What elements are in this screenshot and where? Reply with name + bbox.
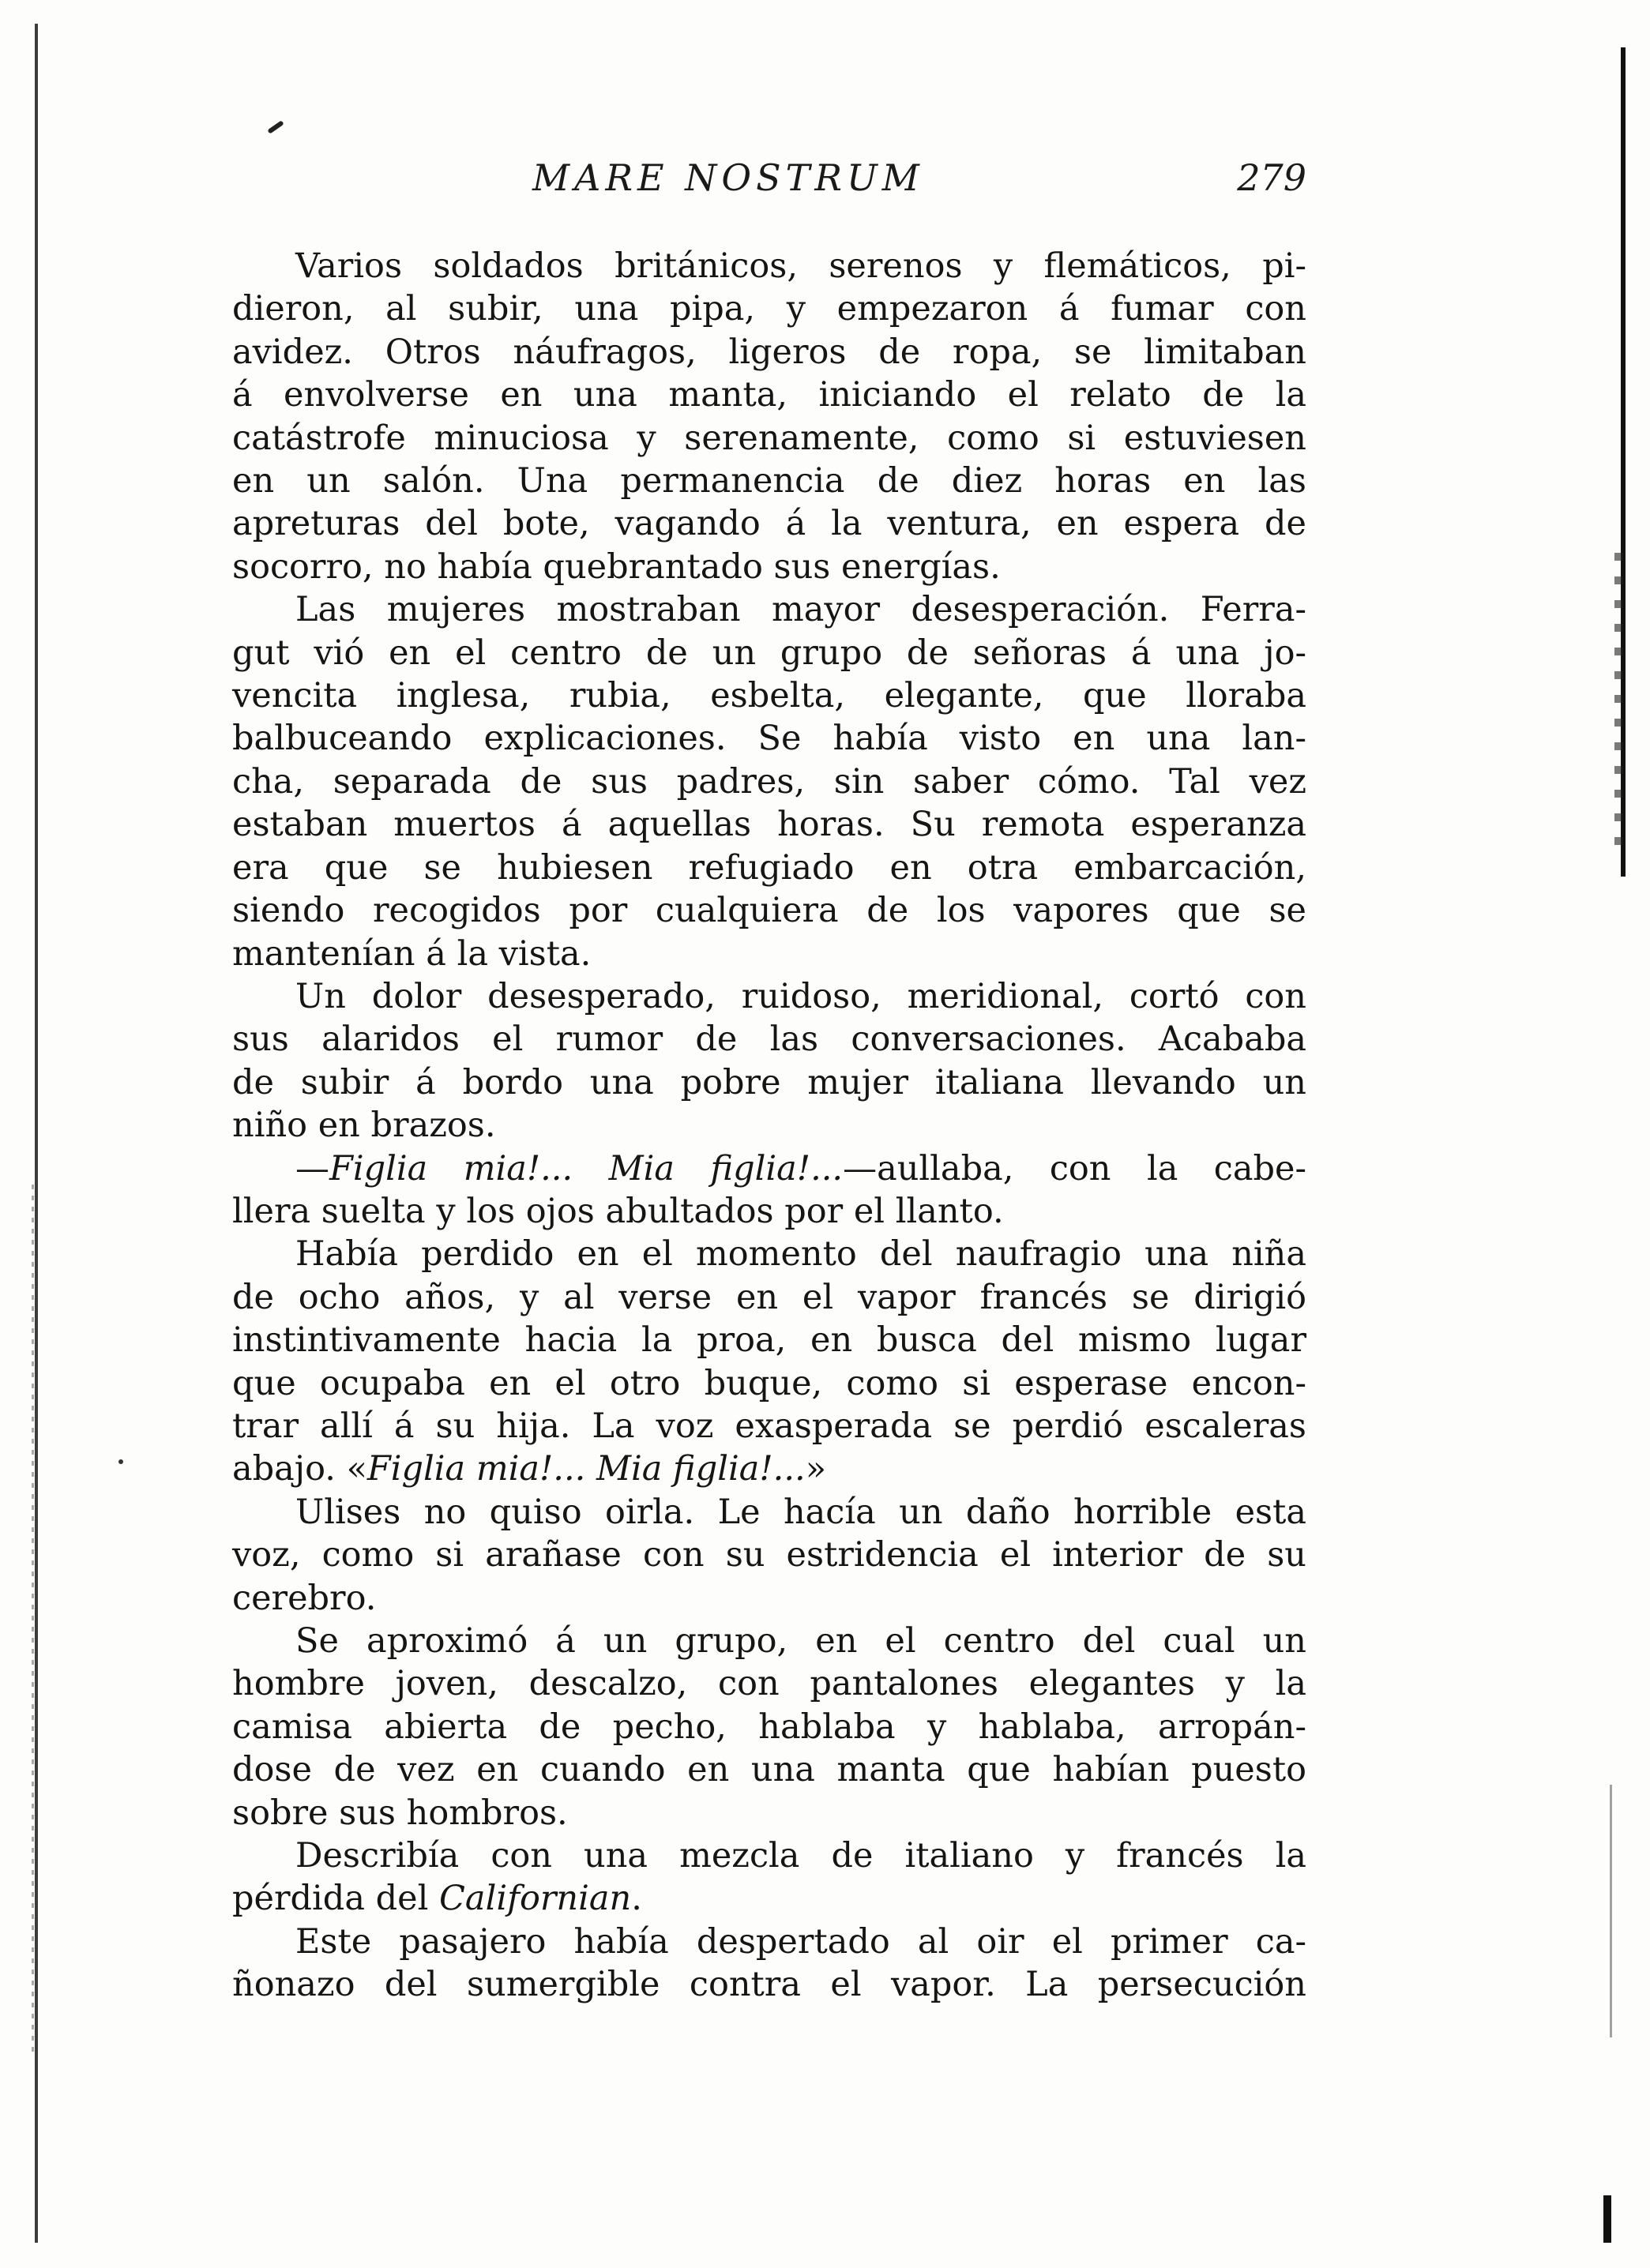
text-run: siendo recogidos por cualquiera de los vapores que se bbox=[232, 891, 1306, 931]
text-line bbox=[232, 717, 1306, 760]
text-run: que ocupaba en el otro buque, como si esperase encon- bbox=[232, 1363, 1306, 1403]
text-line bbox=[232, 1147, 1306, 1190]
text-line bbox=[232, 1534, 1306, 1576]
text-line bbox=[232, 502, 1306, 545]
scan-edge-left-faint bbox=[32, 1185, 34, 2053]
text-run: pérdida del bbox=[232, 1879, 440, 1919]
text-run: sobre sus hombros. bbox=[232, 1793, 568, 1833]
text-line bbox=[232, 1662, 1306, 1705]
text-run: avidez. Otros náufragos, ligeros de ropa, se limitaban bbox=[232, 332, 1306, 372]
text-line bbox=[232, 546, 1306, 588]
text-line bbox=[232, 417, 1306, 460]
text-line bbox=[232, 1018, 1306, 1061]
text-line bbox=[232, 460, 1306, 502]
text-line bbox=[232, 1877, 1306, 1920]
text-run: dieron, al subir, una pipa, y empezaron á fumar con bbox=[232, 289, 1306, 329]
italic-text: Californian bbox=[439, 1879, 632, 1919]
text-run: apreturas del bote, vagando á la ventura, en espera de bbox=[232, 504, 1306, 544]
text-line bbox=[232, 374, 1306, 416]
page-number: 279 bbox=[1237, 156, 1306, 199]
text-line bbox=[232, 1748, 1306, 1791]
scan-edge-right-bottom bbox=[1603, 2195, 1611, 2243]
text-run: Varios soldados británicos, serenos y flemáticos, pi- bbox=[295, 246, 1306, 286]
text-run: Este pasajero había despertado al oir el primer ca- bbox=[295, 1921, 1306, 1962]
italic-text: Figlia mia!... Mia figlia!... bbox=[366, 1449, 806, 1489]
text-run: abajo. « bbox=[232, 1449, 367, 1489]
text-run: á envolverse en una manta, iniciando el relato de la bbox=[232, 375, 1306, 415]
text-line bbox=[232, 975, 1306, 1018]
text-line bbox=[232, 1190, 1306, 1233]
text-line bbox=[232, 1233, 1306, 1275]
text-line bbox=[232, 674, 1306, 717]
text-run: Ulises no quiso oirla. Le hacía un daño horrible esta bbox=[295, 1492, 1306, 1532]
text-line bbox=[232, 1706, 1306, 1748]
text-run: Se aproximó á un grupo, en el centro del cual un bbox=[295, 1621, 1306, 1661]
text-line bbox=[232, 1276, 1306, 1319]
text-run: balbuceando explicaciones. Se había visto en una lan- bbox=[232, 719, 1306, 759]
text-run: Las mujeres mostraban mayor desesperación. Ferra- bbox=[295, 590, 1306, 630]
text-run: Un dolor desesperado, ruidoso, meridional, cortó con bbox=[295, 976, 1306, 1016]
text-line bbox=[232, 1061, 1306, 1104]
text-run: en un salón. Una permanencia de diez horas en las bbox=[232, 461, 1306, 501]
text-run: vencita inglesa, rubia, esbelta, elegante, que lloraba bbox=[232, 676, 1306, 716]
text-run: catástrofe minuciosa y serenamente, como si estuviesen bbox=[232, 418, 1306, 458]
text-run: instintivamente hacia la proa, en busca del mismo lugar bbox=[232, 1320, 1306, 1361]
scan-edge-right-low bbox=[1610, 1785, 1612, 2037]
text-run: Había perdido en el momento del naufragio una niña bbox=[295, 1234, 1306, 1275]
text-run: cerebro. bbox=[232, 1578, 377, 1618]
text-line bbox=[232, 1319, 1306, 1361]
text-line bbox=[232, 1834, 1306, 1877]
text-run: mantenían á la vista. bbox=[232, 933, 592, 974]
scan-edge-right-marks bbox=[1614, 553, 1622, 853]
text-run: Describía con una mezcla de italiano y francés la bbox=[295, 1836, 1306, 1876]
page-header bbox=[232, 156, 1306, 220]
ink-mark bbox=[267, 120, 284, 134]
text-run: gut vió en el centro de un grupo de señoras á una jo- bbox=[232, 633, 1306, 673]
text-line bbox=[232, 933, 1306, 975]
text-line bbox=[232, 632, 1306, 674]
text-run: —aullaba, con la cabe- bbox=[843, 1148, 1306, 1188]
text-line bbox=[232, 1362, 1306, 1405]
text-run: sus alaridos el rumor de las conversaciones. Acababa bbox=[232, 1019, 1306, 1060]
text-line bbox=[232, 287, 1306, 330]
text-line bbox=[232, 1577, 1306, 1620]
text-run: ñonazo del sumergible contra el vapor. La persecución bbox=[232, 1965, 1306, 2005]
text-run: estaban muertos á aquellas horas. Su remota esperanza bbox=[232, 805, 1306, 845]
text-run: socorro, no había quebrantado sus energías. bbox=[232, 546, 1001, 587]
text-line bbox=[232, 1491, 1306, 1534]
text-run: — bbox=[295, 1148, 329, 1188]
text-line bbox=[232, 1405, 1306, 1448]
text-line bbox=[232, 847, 1306, 889]
text-line bbox=[232, 245, 1306, 287]
text-run: niño en brazos. bbox=[232, 1106, 496, 1146]
text-run: era que se hubiesen refugiado en otra embarcación, bbox=[232, 847, 1306, 888]
ink-dot bbox=[118, 1459, 123, 1464]
text-run: hombre joven, descalzo, con pantalones elegantes y la bbox=[232, 1664, 1306, 1704]
text-line bbox=[232, 1448, 1306, 1490]
text-line bbox=[232, 331, 1306, 374]
running-title: MARE NOSTRUM bbox=[532, 156, 924, 199]
body-text bbox=[232, 245, 1306, 2007]
text-line bbox=[232, 1921, 1306, 1963]
italic-text: Figlia mia!... Mia figlia!... bbox=[329, 1148, 844, 1188]
text-run: llera suelta y los ojos abultados por el llanto. bbox=[232, 1191, 1004, 1231]
text-line bbox=[232, 588, 1306, 631]
text-run: trar allí á su hija. La voz exasperada se perdió escaleras bbox=[232, 1406, 1306, 1446]
text-line bbox=[232, 1104, 1306, 1147]
text-line bbox=[232, 760, 1306, 803]
text-line bbox=[232, 1792, 1306, 1834]
text-run: camisa abierta de pecho, hablaba y hablaba, arropán- bbox=[232, 1707, 1306, 1747]
text-run: cha, separada de sus padres, sin saber cómo. Tal vez bbox=[232, 761, 1306, 802]
text-line bbox=[232, 889, 1306, 932]
text-run: de ocho años, y al verse en el vapor francés se dirigió bbox=[232, 1277, 1306, 1317]
text-line bbox=[232, 803, 1306, 846]
text-line bbox=[232, 1620, 1306, 1662]
text-line bbox=[232, 1963, 1306, 2006]
text-run: voz, como si arañase con su estridencia el interior de su bbox=[232, 1535, 1306, 1575]
text-run: dose de vez en cuando en una manta que habían puesto bbox=[232, 1750, 1306, 1790]
text-run: » bbox=[805, 1449, 826, 1489]
scan-edge-left bbox=[35, 24, 38, 2243]
text-run: . bbox=[631, 1879, 642, 1919]
text-run: de subir á bordo una pobre mujer italiana llevando un bbox=[232, 1062, 1306, 1102]
